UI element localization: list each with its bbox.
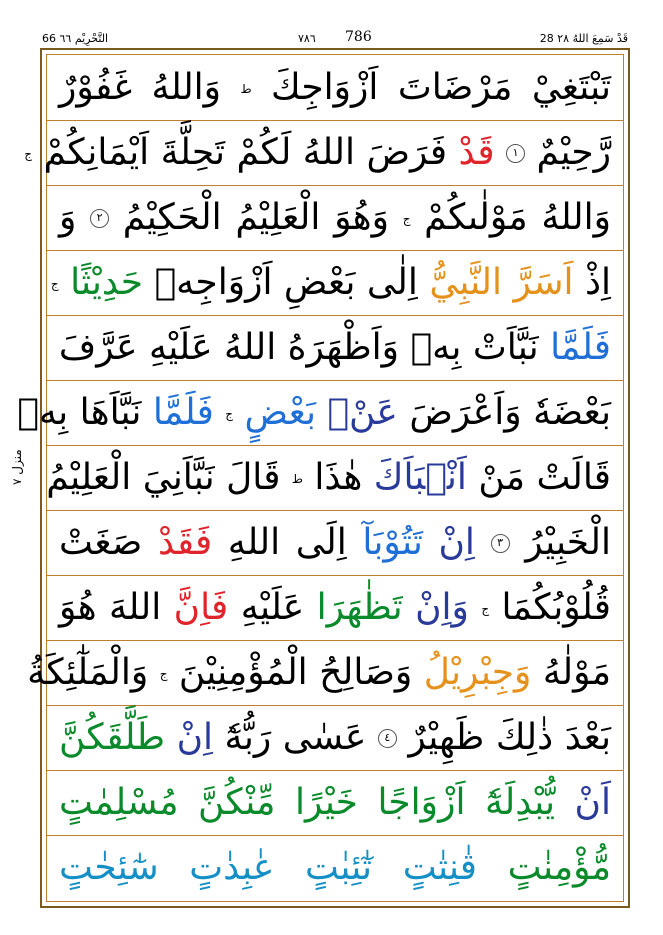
word: وَهُوَ bbox=[334, 196, 390, 238]
ayah-number: ١ bbox=[506, 144, 525, 163]
text-line bbox=[47, 192, 623, 244]
text-line bbox=[47, 257, 623, 309]
word: اَنْۢبَاَكَ bbox=[373, 456, 467, 498]
word: وَ bbox=[59, 196, 77, 238]
word: بِهٖ bbox=[17, 391, 69, 433]
word: اللهِ bbox=[227, 521, 281, 563]
word: قَالَتْ bbox=[536, 456, 611, 498]
word: الْخَبِيْرُ bbox=[525, 521, 612, 563]
word: اللهُ bbox=[302, 131, 355, 173]
word: الْعَلِيْمُ bbox=[235, 196, 321, 238]
ayah-number: ٤ bbox=[378, 729, 397, 748]
word: اِذْ bbox=[584, 261, 611, 303]
word: ذٰلِكَ bbox=[495, 716, 554, 758]
word: نَبَّاَهَا bbox=[79, 391, 142, 433]
word: فَلَمَّا bbox=[152, 391, 214, 433]
word: عَلَيْهِ bbox=[240, 586, 305, 628]
juz-label: 28 قَدْ سَمِعَ اللهُ ٢٨ bbox=[539, 32, 628, 45]
word: اللهُ bbox=[224, 326, 277, 368]
manzil-marker: منزل ٧ bbox=[10, 449, 24, 485]
word: بَعْضٍ bbox=[244, 391, 316, 433]
word: اِلَى bbox=[295, 521, 347, 563]
word: اِنْ bbox=[438, 521, 475, 563]
word: اَزْوَاجًا bbox=[377, 781, 466, 823]
word: اَسَرَّ bbox=[513, 261, 574, 303]
line-divider bbox=[47, 250, 623, 251]
word: وَاللهُ bbox=[151, 66, 222, 108]
word: وَاَظْهَرَهُ bbox=[287, 326, 400, 368]
text-line bbox=[47, 62, 623, 114]
word: قٰنِتٰتٍ bbox=[402, 846, 477, 888]
word: هٰذَا bbox=[314, 456, 363, 498]
word: بَعْضِ bbox=[283, 261, 356, 303]
word: وَصَالِحُ bbox=[319, 651, 413, 693]
line-divider bbox=[47, 575, 623, 576]
word: فَرَضَ bbox=[366, 131, 448, 173]
word: فَاِنَّ bbox=[173, 586, 229, 628]
word: اِنْ bbox=[176, 716, 214, 758]
word: حَدِيْثًا bbox=[70, 261, 144, 303]
word: وَاللهُ bbox=[541, 196, 611, 238]
word: اَنْ bbox=[574, 781, 611, 823]
word: غَفُوْرٌ bbox=[59, 66, 133, 108]
word: الْمُؤْمِنِيْنَ bbox=[178, 651, 308, 693]
ayah-number: ٢ bbox=[90, 209, 109, 228]
word: الْعَلِيْمُ bbox=[46, 456, 132, 498]
text-line bbox=[47, 322, 623, 374]
page-number-arabic: ٧٨٦ bbox=[298, 32, 316, 45]
word: ظَهِيْرٌ bbox=[408, 716, 485, 758]
word: مَوْلٰهُ bbox=[542, 651, 611, 693]
word: بَعْدَ bbox=[564, 716, 611, 758]
ayah-number: ٣ bbox=[491, 534, 510, 553]
line-divider bbox=[47, 835, 623, 836]
word: تَتُوْبَآ bbox=[362, 521, 423, 563]
word: رَّحِيْمٌ bbox=[536, 131, 611, 173]
word: النَّبِيُّ bbox=[429, 261, 503, 303]
word: وَجِبْرِيْلُ bbox=[423, 651, 532, 693]
word: عَنْۢ bbox=[327, 391, 398, 433]
word: اَزْوَاجِهٖ bbox=[154, 261, 273, 303]
line-divider bbox=[47, 380, 623, 381]
word: لَكُمْ bbox=[236, 131, 292, 173]
word: قَالَ bbox=[226, 456, 281, 498]
word: بِهٖ bbox=[410, 326, 462, 368]
word: بَعْضَهٗ bbox=[533, 391, 611, 433]
word: مَرْضَاتَ bbox=[397, 66, 513, 108]
line-divider bbox=[47, 510, 623, 511]
waqf-mark: ج bbox=[159, 666, 168, 681]
word: قَدْ bbox=[458, 131, 495, 173]
word: نَبَّاَتْ bbox=[472, 326, 539, 368]
word: اَزْوَاجِكَ bbox=[271, 66, 379, 108]
waqf-mark: ج bbox=[50, 276, 59, 291]
waqf-mark: ج bbox=[24, 146, 33, 161]
line-divider bbox=[47, 770, 623, 771]
word: طَلَّقَكُنَّ bbox=[59, 716, 166, 758]
word: عَلَيْهِ bbox=[149, 326, 213, 368]
word: قُلُوْبُكُمَا bbox=[501, 586, 611, 628]
word: اِلٰى bbox=[366, 261, 418, 303]
word: عٰبِدٰتٍ bbox=[189, 846, 275, 888]
word: وَالْمَلٰٓئِكَةُ bbox=[27, 651, 149, 693]
line-divider bbox=[47, 705, 623, 706]
text-line bbox=[47, 582, 623, 634]
word: مَوْلٰىكُمْ bbox=[424, 196, 528, 238]
word: هُوَ bbox=[59, 586, 97, 628]
word: تَبْتَغِيْ bbox=[531, 66, 611, 108]
line-divider bbox=[47, 120, 623, 121]
waqf-mark: ج bbox=[481, 601, 490, 616]
word: يُّبْدِلَهٗٓ bbox=[484, 781, 556, 823]
word: رَبُّهٗٓ bbox=[224, 716, 272, 758]
word: نَبَّاَنِيَ bbox=[142, 456, 215, 498]
word: عَسٰى bbox=[282, 716, 367, 758]
word: تَظٰهَرَا bbox=[316, 586, 403, 628]
word: الْحَكِيْمُ bbox=[122, 196, 222, 238]
page-header bbox=[40, 30, 630, 48]
line-divider bbox=[47, 640, 623, 641]
line-divider bbox=[47, 185, 623, 186]
word: صَغَتْ bbox=[59, 521, 143, 563]
word: عَرَّفَ bbox=[58, 326, 138, 368]
word: فَلَمَّا bbox=[550, 326, 611, 368]
waqf-mark: ج bbox=[402, 211, 411, 226]
word: اللهَ bbox=[109, 586, 162, 628]
line-divider bbox=[47, 315, 623, 316]
word: وَاَعْرَضَ bbox=[409, 391, 522, 433]
waqf-mark: ط bbox=[291, 471, 303, 486]
word: فَقَدْ bbox=[157, 521, 213, 563]
line-divider bbox=[47, 445, 623, 446]
word: تَحِلَّةَ bbox=[160, 131, 226, 173]
text-line bbox=[17, 387, 623, 439]
word: وَاِنْ bbox=[415, 586, 469, 628]
page-number: 786 bbox=[345, 29, 372, 45]
word: مُسْلِمٰتٍ bbox=[59, 781, 179, 823]
waqf-mark: ط bbox=[240, 81, 252, 96]
text-line bbox=[47, 452, 623, 504]
surah-label: 66 التَّحْرِيْم ٦٦ bbox=[42, 32, 109, 45]
text-line bbox=[47, 712, 623, 764]
word: اَيْمَانِكُمْ bbox=[43, 131, 150, 173]
word: سٰٓئِحٰتٍ bbox=[59, 846, 159, 888]
word: مُّؤْمِنٰتٍ bbox=[507, 846, 611, 888]
text-line bbox=[27, 647, 623, 699]
text-line bbox=[24, 127, 623, 179]
text-line bbox=[47, 777, 623, 829]
word: مِّنْكُنَّ bbox=[198, 781, 276, 823]
word: خَيْرًا bbox=[294, 781, 358, 823]
waqf-mark: ج bbox=[225, 406, 234, 421]
word: تٰٓئِبٰتٍ bbox=[304, 846, 373, 888]
word: مَنْ bbox=[478, 456, 526, 498]
text-line bbox=[47, 517, 623, 569]
text-line bbox=[47, 842, 623, 894]
